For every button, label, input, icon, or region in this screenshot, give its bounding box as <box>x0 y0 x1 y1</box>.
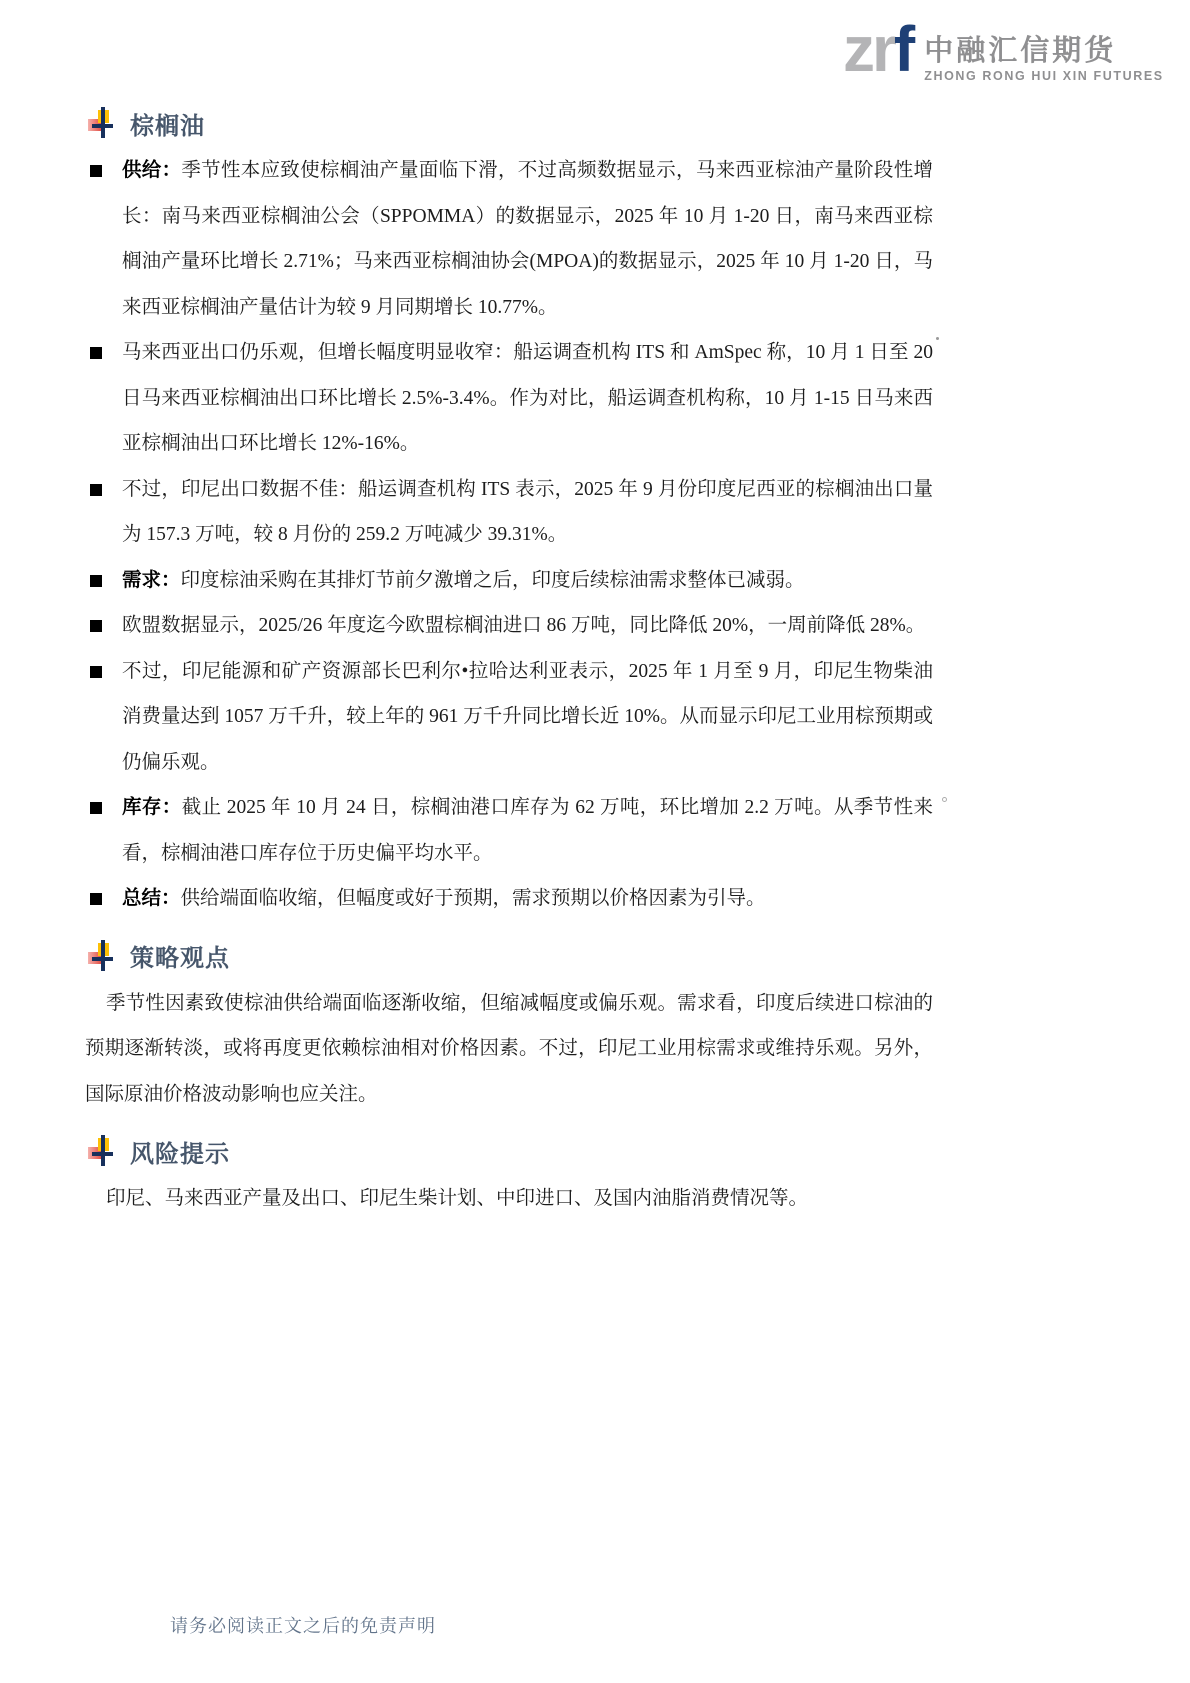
stray-mark-circle <box>942 797 947 802</box>
bullet-summary <box>88 876 933 922</box>
logo-text-block <box>924 36 1164 83</box>
cross-icon-vertical-bar <box>101 940 105 971</box>
bullet-text: 截止 2025 年 10 月 24 日，棕榈油港口库存为 62 万吨，环比增加 2.2 万吨。从季节性来看，棕榈油港口库存位于历史偏平均水平。 <box>122 797 933 864</box>
company-logo <box>843 13 1164 85</box>
bullet-label: 供给： <box>122 159 182 181</box>
bullet-text: 不过，印尼能源和矿产资源部长巴利尔•拉哈达利亚表示，2025 年 1 月至 9 月，印尼生物柴油消费量达到 1057 万千升，较上年的 961 万千升同比增长近 10%。从而显示印尼工业用棕预期或仍偏乐观。 <box>122 660 933 773</box>
bullet-malaysia-export <box>88 330 933 467</box>
bullet-demand <box>88 558 933 604</box>
bullet-eu-imports <box>88 603 933 649</box>
square-bullet-icon <box>90 666 102 678</box>
bullet-label: 需求： <box>122 568 181 591</box>
cross-icon-vertical-bar <box>101 1135 105 1166</box>
strategy-paragraph: 季节性因素致使棕油供给端面临逐渐收缩，但缩减幅度或偏乐观。需求看，印度后续进口棕油的预期逐渐转淡，或将再度更依赖棕油相对价格因素。不过，印尼工业用棕需求或维持乐观。另外，国际原油价格波动影响也应关注。 <box>85 992 933 1105</box>
bullet-text: 马来西亚出口仍乐观，但增长幅度明显收窄：船运调查机构 ITS 和 AmSpec 称，10 月 1 日至 20 日马来西亚棕榈油出口环比增长 2.5%-3.4%。作为对比，船运调查机构称，10 月 1-15 日马来西亚棕榈油出口环比增长 12%-16%。 <box>122 342 933 454</box>
section-bullet-cross-icon <box>88 107 116 139</box>
cross-icon-vertical-bar <box>101 107 105 138</box>
risk-paragraph: 印尼、马来西亚产量及出口、印尼生柴计划、中印进口、及国内油脂消费情况等。 <box>106 1188 809 1209</box>
bullet-indonesia-export <box>88 467 933 558</box>
bullet-biodiesel <box>88 649 933 786</box>
section-title-palm-oil: 棕榈油 <box>130 112 205 140</box>
footer-disclaimer: 请务必阅读正文之后的免责声明 <box>170 1616 436 1636</box>
bullet-label: 总结： <box>122 887 181 909</box>
bullet-text: 供给端面临收缩，但幅度或好于预期，需求预期以价格因素为引导。 <box>180 888 766 909</box>
bullet-supply <box>88 148 933 330</box>
section-header-palm-oil <box>88 104 933 142</box>
square-bullet-icon <box>90 165 102 177</box>
company-name-cn: 中融汇信期货 <box>924 35 1117 67</box>
logo-zr-letters: zr <box>843 13 894 85</box>
section-header-strategy <box>88 937 933 975</box>
square-bullet-icon <box>90 347 102 359</box>
square-bullet-icon <box>90 893 102 905</box>
section-header-risk <box>88 1132 933 1170</box>
bullet-inventory <box>88 785 933 876</box>
cross-icon-horizontal-bar <box>92 957 113 961</box>
company-name-en: ZHONG RONG HUI XIN FUTURES <box>924 69 1164 83</box>
stray-mark-dot <box>936 337 939 340</box>
cross-icon-horizontal-bar <box>92 1152 113 1156</box>
bullet-label: 库存： <box>122 796 182 818</box>
palm-oil-bullet-list <box>88 148 933 922</box>
section-title-risk: 风险提示 <box>130 1140 230 1168</box>
square-bullet-icon <box>90 575 102 587</box>
bullet-text: 不过，印尼出口数据不佳：船运调查机构 ITS 表示，2025 年 9 月份印度尼西亚的棕榈油出口量为 157.3 万吨，较 8 月份的 259.2 万吨减少 39.31%。 <box>122 478 933 545</box>
logo-f-letter: f <box>893 13 913 85</box>
logo-zrf-mark <box>843 13 913 85</box>
bullet-text: 欧盟数据显示，2025/26 年度迄今欧盟棕榈油进口 86 万吨，同比降低 20%，一周前降低 28%。 <box>122 615 926 636</box>
bullet-text: 印度棕油采购在其排灯节前夕激增之后，印度后续棕油需求整体已减弱。 <box>180 569 805 591</box>
section-bullet-cross-icon <box>88 940 116 972</box>
report-body <box>85 104 933 1222</box>
section-title-strategy: 策略观点 <box>130 945 230 972</box>
square-bullet-icon <box>90 802 102 814</box>
square-bullet-icon <box>90 620 102 632</box>
square-bullet-icon <box>90 484 102 496</box>
section-bullet-cross-icon <box>88 1135 116 1167</box>
cross-icon-horizontal-bar <box>92 124 113 128</box>
bullet-text: 季节性本应致使棕榈油产量面临下滑，不过高频数据显示，马来西亚棕油产量阶段性增长：南马来西亚棕榈油公会（SPPOMMA）的数据显示，2025 年 10 月 1-20 日，南马来西亚棕榈油产量环比增长 2.71%；马来西亚棕榈油协会(MPOA)的数据显示，2025 年 10 月 1-20 日，马来西亚棕榈油产量估计为较 9 月同期增长 10.77%。 <box>122 160 933 318</box>
